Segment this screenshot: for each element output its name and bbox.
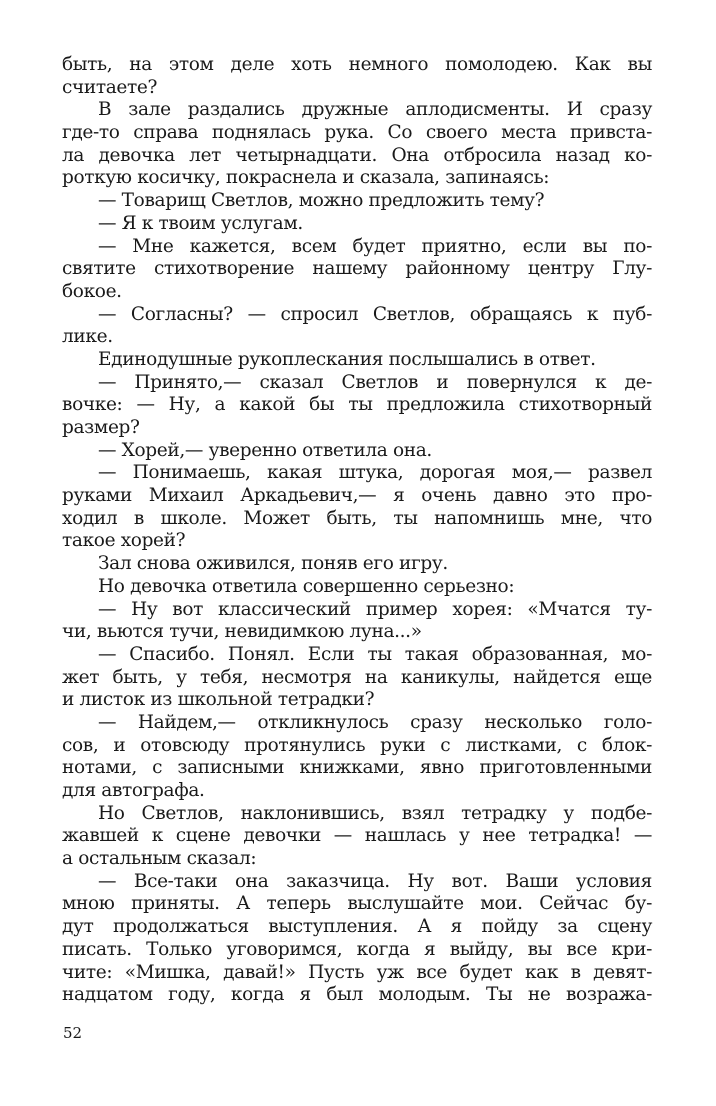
text-line: считаете? bbox=[62, 76, 158, 98]
text-line: бокое. bbox=[62, 280, 122, 302]
text-line: — Согласны? — спросил Светлов, обращаясь к пуб- bbox=[98, 303, 652, 325]
text-line: где-то справа поднялась рука. Со своего места привста- bbox=[62, 122, 652, 144]
page-number: 52 bbox=[63, 1024, 83, 1042]
text-line: — Принято,— сказал Светлов и повернулся к де- bbox=[98, 371, 652, 393]
text-line: ходил в школе. Может быть, ты напомнишь мне, что bbox=[62, 507, 652, 529]
text-line: быть, на этом деле хоть немного помолодею. Как вы bbox=[62, 54, 652, 75]
text-line: руками Михаил Аркадьевич,— я очень давно это про- bbox=[62, 485, 652, 507]
text-line: нотами, с записными книжками, явно приготовленными bbox=[62, 757, 652, 779]
text-line: — Мне кажется, всем будет приятно, если вы по- bbox=[98, 235, 652, 257]
text-line: В зале раздались дружные аплодисменты. И сразу bbox=[98, 99, 652, 121]
text-line: жет быть, у тебя, несмотря на каникулы, найдется еще bbox=[62, 666, 652, 688]
text-line: святите стихотворение нашему районному центру Глу- bbox=[62, 258, 652, 280]
text-line: размер? bbox=[62, 417, 140, 438]
text-line: — Спасибо. Понял. Если ты такая образованная, мо- bbox=[98, 643, 652, 665]
text-line: и листок из школьной тетрадки? bbox=[62, 689, 375, 711]
text-line: лике. bbox=[62, 326, 113, 348]
text-line: чи, вьются тучи, невидимкою луна...» bbox=[62, 621, 422, 643]
text-line: Но девочка ответила совершенно серьезно: bbox=[98, 575, 515, 597]
text-line: Зал снова оживился, поняв его игру. bbox=[98, 553, 448, 575]
text-line: Единодушные рукоплескания послышались в ответ. bbox=[98, 348, 596, 370]
text-line: ла девочка лет четырнадцати. Она отбросила назад ко- bbox=[62, 144, 652, 166]
text-line: надцатом году, когда я был молодым. Ты не возража- bbox=[62, 984, 652, 1006]
text-line: жавшей к сцене девочки — нашлась у нее тетрадка! — bbox=[62, 825, 652, 847]
text-line: — Все-таки она заказчица. Ну вот. Ваши условия bbox=[98, 870, 652, 892]
text-line: — Понимаешь, какая штука, дорогая моя,— развел bbox=[98, 462, 652, 484]
text-line: писать. Только уговоримся, когда я выйду, вы все кри- bbox=[62, 938, 652, 960]
text-line: сов, и отовсюду протянулись руки с листками, с блок- bbox=[62, 734, 652, 756]
text-line: — Хорей,— уверенно ответила она. bbox=[98, 439, 432, 461]
text-line: вочке: — Ну, а какой бы ты предложила стихотворный bbox=[62, 394, 652, 416]
text-line: — Найдем,— откликнулось сразу несколько голо- bbox=[98, 711, 652, 733]
text-line: роткую косичку, покраснела и сказала, запинаясь: bbox=[62, 167, 550, 189]
text-line: — Ну вот классический пример хорея: «Мчатся ту- bbox=[98, 598, 652, 620]
text-line: Но Светлов, наклонившись, взял тетрадку у подбе- bbox=[98, 802, 652, 824]
text-line: для автографа. bbox=[62, 780, 205, 801]
text-line: чите: «Мишка, давай!» Пусть уж все будет как в девят- bbox=[62, 961, 652, 983]
text-line: такое хорей? bbox=[62, 530, 186, 552]
text-line: дут продолжаться выступления. А я пойду за сцену bbox=[62, 916, 652, 938]
page-body bbox=[62, 54, 652, 1007]
text-line: мною приняты. А теперь выслушайте мои. Сейчас бу- bbox=[62, 893, 652, 915]
text-line: а остальным сказал: bbox=[62, 848, 257, 870]
text-line: — Товарищ Светлов, можно предложить тему? bbox=[98, 190, 545, 212]
text-line: — Я к твоим услугам. bbox=[98, 212, 303, 234]
